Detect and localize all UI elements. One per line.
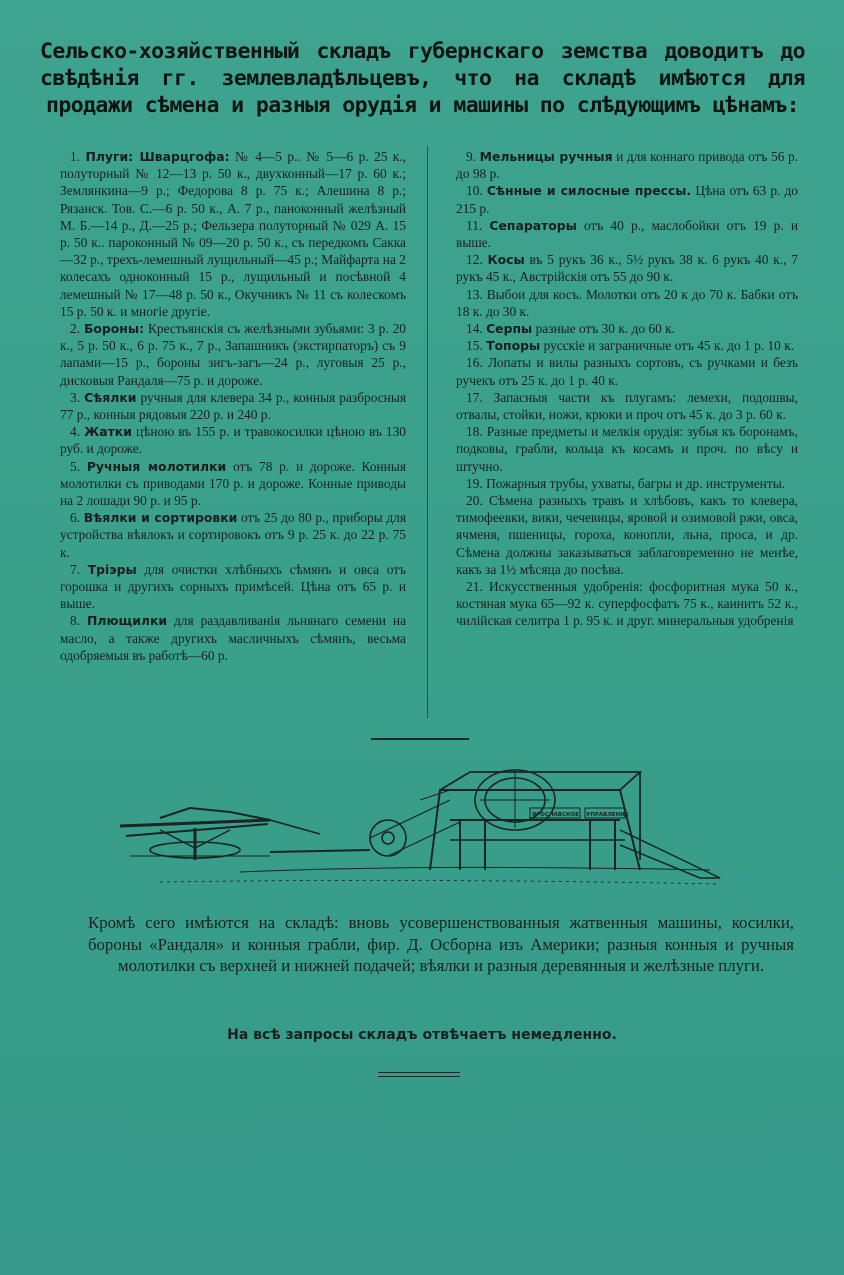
separator-rule — [371, 738, 469, 740]
item-text: русскіе и заграничные отъ 45 к. до 1 р. 10 к. — [540, 338, 795, 354]
plate-right-text: УПРАВЛЕНИЕ — [586, 812, 629, 818]
item-text: Выбои для косъ. Молотки отъ 20 к до 70 к. Бабки отъ 18 к. до 30 к. — [456, 286, 798, 319]
item-text: № 4—5 р.. № 5—6 р. 25 к., полуторный № 12—13 р. 50 к., двухконный—17 р. 60 к.; Землянкина—9 р.; Федорова 8 р. 75 к.; Алешина 8 р.; Рязанск. Тов. С.—6 р. 50 к., А. 7 р., паноконный желѣзный М. Б.—14 р., Д.—25 р.; Фельзера полуторный № 029 А. 15 р. 50 к.. пароконный № 09—20 р. 50 к., съ передкомъ Сакка—32 р., трехъ-лемешный лущильный—45 р.; Майфарта на 2 колесахъ одноконный 15 р., лущильный и посѣвной 4 лемешный № 17—48 р. 50 к., Окучникъ № 11 съ колескомъ 15 р. 50 к. и многіе другіе. — [60, 149, 407, 319]
item-text: для раздавливанія льнянаго семени на масло, а также другихъ масличныхъ сѣмянъ, весьма одобряемыя въ работѣ—60 р. — [60, 613, 407, 663]
header-announcement: Сельско-хозяйственный складъ губернскаго земства доводитъ до свѣдѣнія гг. землевладѣльцевъ, что на складѣ имѣются для продажи сѣмена и разныя орудія и машины по слѣдующимъ цѣнамъ: — [40, 39, 805, 118]
price-item — [60, 423, 406, 457]
item-text: разные отъ 30 к. до 60 к. — [532, 321, 675, 337]
plate-left-text: ЯРОСЛАВСКОЕ — [532, 812, 579, 818]
item-keyword: Плющилки — [87, 613, 168, 629]
item-number: 17. — [466, 389, 494, 405]
price-item — [456, 492, 798, 578]
item-number: 11. — [466, 217, 490, 233]
item-keyword: Сепараторы — [489, 217, 577, 233]
price-item — [60, 612, 406, 664]
item-text: Пожарныя трубы, ухваты, багры и др. инструменты. — [486, 475, 786, 491]
price-item — [456, 389, 798, 423]
item-text: отъ 78 р. и дороже. Конныя молотилки съ приводами 170 р. и дороже. Конные приводы на 2 лошади 90 р. и 95 р. — [60, 458, 407, 509]
item-number: 21. — [466, 579, 489, 595]
item-text: ручныя для клевера 34 р., конныя разбросныя 77 р., конныя рядовыя 220 р. и 240 р. — [60, 389, 407, 423]
item-number: 8. — [70, 613, 87, 629]
price-item — [60, 320, 406, 389]
item-number: 4. — [70, 424, 85, 440]
item-keyword: Сѣнные и силосные прессы. — [486, 183, 692, 199]
price-list-right-column — [456, 148, 798, 723]
item-keyword: Топоры — [486, 338, 541, 354]
price-item — [456, 182, 798, 216]
price-list-left-column — [60, 148, 406, 723]
item-keyword: Мельницы ручныя — [479, 149, 613, 164]
item-number: 15. — [466, 338, 487, 354]
item-text: Лопаты и вилы разныхъ сортовъ, съ ручками и безъ ручекъ отъ 25 к. до 1 р. 40 к. — [456, 355, 798, 388]
item-text: Запасныя части къ плугамъ: лемехи, подошвы, отвалы, стойки, ножи, крюки и проч отъ 45 к. до 3 р. 60 к. — [456, 389, 798, 423]
item-number: 16. — [466, 355, 489, 371]
threshing-machine-illustration — [120, 760, 730, 890]
item-text: отъ 40 р., маслобойки отъ 19 р. и выше. — [456, 217, 799, 251]
item-text: и для коннаго привода отъ 56 р. до 98 р. — [456, 149, 799, 182]
item-number: 18. — [466, 424, 487, 440]
price-item — [60, 389, 406, 423]
item-keyword: Плуги: Шварцгофа: — [85, 149, 230, 164]
item-number: 9. — [466, 149, 480, 164]
item-number: 12. — [466, 252, 488, 268]
price-item — [456, 354, 798, 388]
item-text: цѣною въ 155 р. и травокосилки цѣною въ 130 руб. и дороже. — [60, 424, 407, 457]
price-item — [456, 251, 798, 285]
item-number: 5. — [70, 458, 87, 474]
item-keyword: Тріэры — [87, 561, 137, 577]
item-number: 10. — [466, 183, 487, 199]
bottom-rule-upper — [378, 1072, 460, 1073]
column-divider — [427, 146, 428, 718]
footer-note: Кромѣ сего имѣются на складѣ: вновь усовершенствованныя жатвенныя машины, косилки, бороны «Рандаля» и конныя грабли, фир. Д. Осборна изъ Америки; разныя конныя и ручныя молотилки съ верхней и нижней подачей; вѣялки и разныя деревянныя и желѣзные плуги. — [88, 913, 794, 975]
price-item — [456, 578, 798, 630]
item-keyword: Жатки — [84, 424, 132, 440]
item-keyword: Ручныя молотилки — [86, 458, 227, 474]
price-item — [456, 320, 798, 337]
item-text: Искусственныя удобренія: фосфоритная мука 50 к., костяная мука 65—92 к. суперфосфатъ 75 к., каинитъ 52 к., чилійская селитра 1 р. 95 к. и друг. минеральныя удобренія — [456, 579, 798, 629]
price-item — [456, 286, 798, 320]
item-text: Цѣна отъ 63 р. до 215 р. — [456, 183, 798, 216]
price-item — [60, 458, 406, 510]
item-keyword: Вѣялки и сортировки — [83, 510, 238, 526]
item-keyword: Сѣялки — [84, 389, 137, 405]
price-item — [60, 561, 406, 613]
item-text: Разные предметы и мелкія орудія: зубья къ боронамъ, подковы, грабли, кольца къ косамъ и проч. по вѣсу и штучно. — [456, 424, 798, 474]
price-item — [456, 475, 798, 492]
item-number: 13. — [466, 286, 487, 302]
item-number: 3. — [70, 389, 85, 405]
price-item — [60, 509, 406, 561]
item-text: Сѣмена разныхъ травъ и хлѣбовъ, какъ то клевера, тимофеевки, вики, чечевицы, яровой и озимовой ржи, овса, ячменя, пшеницы, гороха, конопли, льна, проса, и др. Сѣмена должны заказываться заблаговременно не менѣе, какъ за 1½ мѣсяца до посѣва. — [456, 493, 798, 577]
price-item — [456, 217, 798, 251]
price-list — [60, 148, 798, 723]
price-item — [456, 423, 798, 475]
item-number: 6. — [70, 510, 84, 526]
item-number: 20. — [466, 493, 489, 509]
item-text: отъ 25 до 80 р., приборы для устройства вѣялокъ и сортировокъ отъ 9 р. 25 к. до 22 р. 75 к. — [60, 510, 407, 560]
response-notice: На всѣ запросы складъ отвѣчаетъ немедленно. — [227, 1027, 617, 1043]
item-text: въ 5 рукъ 36 к., 5½ рукъ 38 к. 6 рукъ 40 к., 7 рукъ 45 к., Австрійскія отъ 55 до 90 к. — [456, 252, 798, 285]
item-keyword: Серпы — [486, 321, 533, 337]
price-item — [456, 148, 798, 182]
price-item — [60, 148, 406, 320]
item-number: 2. — [70, 321, 84, 337]
bottom-rule-lower — [378, 1076, 460, 1077]
item-keyword: Бороны: — [83, 321, 145, 337]
item-number: 19. — [466, 475, 487, 491]
price-item — [456, 337, 798, 354]
item-number: 1. — [70, 149, 86, 164]
item-number: 7. — [70, 561, 88, 577]
item-text: Крестьянскія съ желѣзными зубьями: 3 р. 20 к., 5 р. 50 к., 6 р. 75 к., 7 р., Запашникъ (экстирпаторъ) съ 9 лапами—15 р., бороны зигъ-загъ—24 р., луговыя 25 р., дисковыя Рандаля—75 р. и дороже. — [60, 321, 406, 388]
item-keyword: Косы — [487, 252, 525, 268]
item-number: 14. — [466, 321, 487, 337]
item-text: для очистки хлѣбныхъ сѣмянъ и овса отъ горошка и другихъ сорныхъ примѣсей. Цѣна отъ 65 р. и выше. — [60, 561, 406, 612]
